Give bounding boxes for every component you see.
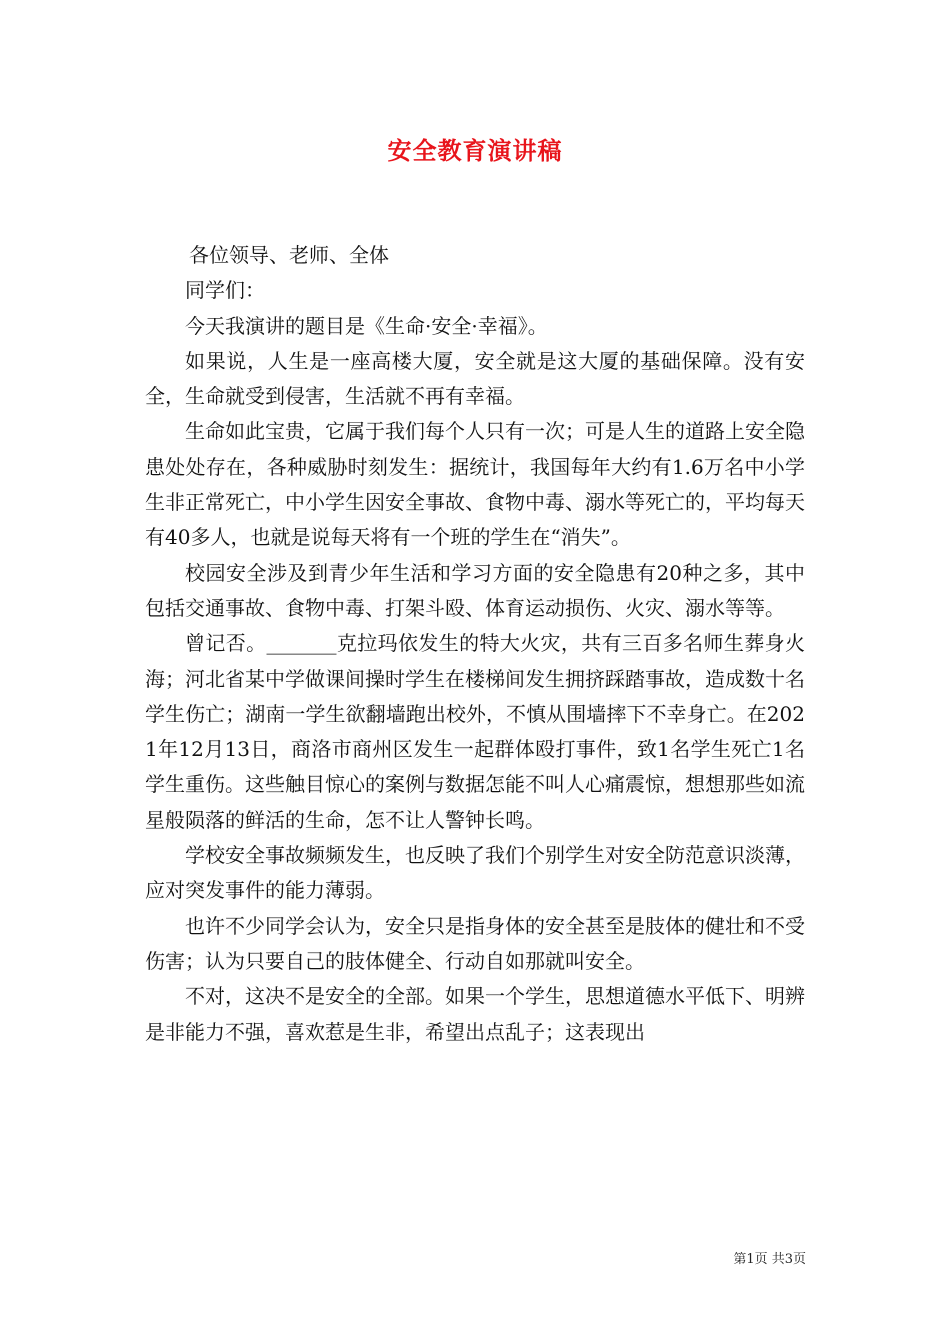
document-title: 安全教育演讲稿 <box>387 136 563 165</box>
paragraph: 如果说，人生是一座高楼大厦，安全就是这大厦的基础保障。没有安全，生命就受到侵害，生活就不再有幸福。 <box>145 348 805 409</box>
paragraph: 学校安全事故频频发生，也反映了我们个别学生对安全防范意识淡薄，应对突发事件的能力薄弱。 <box>145 843 805 903</box>
paragraph-greeting: 各位领导、老师、全体 <box>189 243 389 267</box>
paragraph-salutation: 同学们： <box>185 278 265 303</box>
paragraph: 曾记否。_______克拉玛依发生的特大火灾，共有三百多名师生葬身火海；河北省某中学做课间操时学生在楼梯间发生拥挤踩踏事故，造成数十名学生伤亡；湖南一学生欲翻墙跑出校外，不慎从围墙摔下不幸身亡。在2021年12月13日，商洛市商州区发生一起群体殴打事件，致1名学生死亡1名学生重伤。这些触目惊心的案例与数据怎能不叫人心痛震惊，想想那些如流星般陨落的鲜活的生命，怎不让人警钟长鸣。 <box>145 631 805 832</box>
paragraph: 也许不少同学会认为，安全只是指身体的安全甚至是肢体的健壮和不受伤害；认为只要自己的肢体健全、行动自如那就叫安全。 <box>145 913 805 973</box>
paragraph: 不对，这决不是安全的全部。如果一个学生，思想道德水平低下、明辨是非能力不强，喜欢惹是生非，希望出点乱子；这表现出 <box>145 984 805 1044</box>
document-body <box>145 238 805 1050</box>
paragraph-topic: 今天我演讲的题目是《生命·安全·幸福》。 <box>185 313 548 338</box>
paragraph: 校园安全涉及到青少年生活和学习方面的安全隐患有20种之多，其中包括交通事故、食物中毒、打架斗殴、体育运动损伤、火灾、溺水等等。 <box>145 560 805 620</box>
page-number: 第1页 共3页 <box>733 1252 806 1267</box>
paragraph: 生命如此宝贵，它属于我们每个人只有一次；可是人生的道路上安全隐患处处存在，各种威胁时刻发生：据统计，我国每年大约有1.6万名中小学生非正常死亡，中小学生因安全事故、食物中毒、溺水等死亡的，平均每天有40多人，也就是说每天将有一个班的学生在“消失”。 <box>145 419 805 550</box>
